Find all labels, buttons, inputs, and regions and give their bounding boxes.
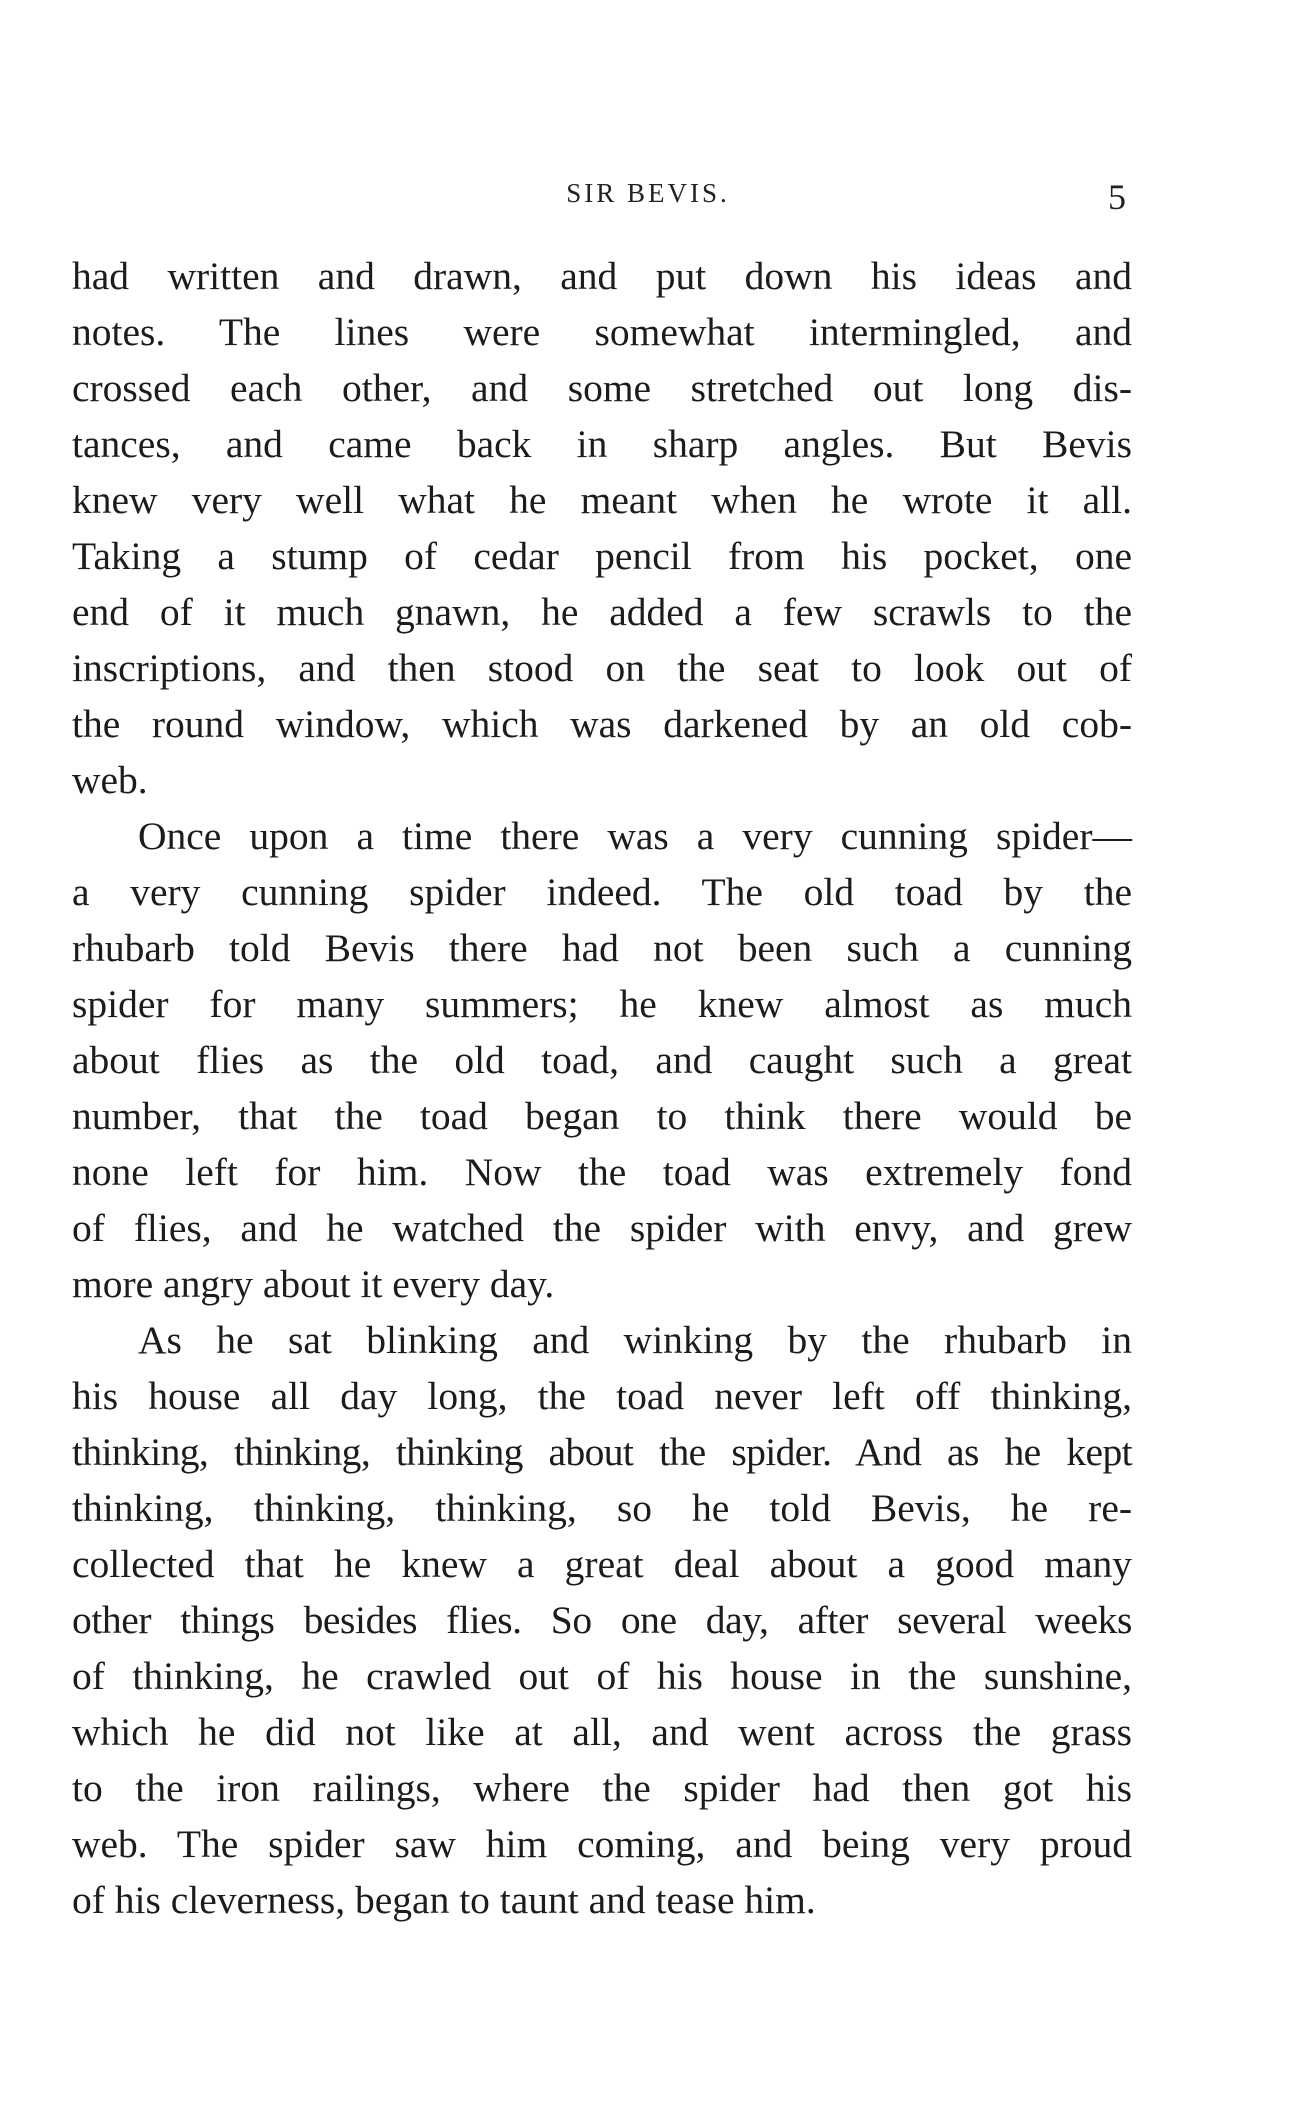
text-line: rhubarb told Bevis there had not been such a cunning [72,926,1132,970]
paragraph-3 [72,1312,1132,1928]
text-line: end of it much gnawn, he added a few scrawls to the [72,590,1132,634]
text-line: about flies as the old toad, and caught such a great [72,1038,1132,1082]
text-line: of thinking, he crawled out of his house in the sunshine, [72,1654,1132,1698]
text-line: other things besides flies. So one day, after several weeks [72,1598,1132,1642]
text-line: his house all day long, the toad never left off thinking, [72,1374,1132,1418]
text-line: Once upon a time there was a very cunning spider— [138,814,1132,858]
text-line: crossed each other, and some stretched out long dis- [72,366,1132,410]
text-line: thinking, thinking, thinking about the spider. And as he kept [72,1430,1132,1474]
text-line: a very cunning spider indeed. The old toad by the [72,870,1132,914]
text-line: thinking, thinking, thinking, so he told Bevis, he re- [72,1486,1132,1530]
text-line: of his cleverness, began to taunt and tease him. [72,1878,816,1922]
text-line: Taking a stump of cedar pencil from his pocket, one [72,534,1132,578]
text-line: which he did not like at all, and went across the grass [72,1710,1132,1754]
text-line: collected that he knew a great deal about a good many [72,1542,1132,1586]
paragraph-2 [72,808,1132,1312]
text-line: none left for him. Now the toad was extremely fond [72,1150,1132,1194]
text-line: to the iron railings, where the spider had then got his [72,1766,1132,1810]
text-line: more angry about it every day. [72,1262,555,1306]
text-line: tances, and came back in sharp angles. But Bevis [72,422,1132,466]
body-text [72,248,1132,1928]
text-line: web. The spider saw him coming, and being very proud [72,1822,1132,1866]
text-line: inscriptions, and then stood on the seat to look out of [72,646,1132,690]
text-line: web. [72,758,148,802]
text-line: the round window, which was darkened by an old cob- [72,702,1132,746]
text-line: knew very well what he meant when he wrote it all. [72,478,1132,522]
text-line: number, that the toad began to think there would be [72,1094,1132,1138]
text-line: As he sat blinking and winking by the rhubarb in [138,1318,1132,1362]
text-line: spider for many summers; he knew almost as much [72,982,1132,1026]
text-line: notes. The lines were somewhat intermingled, and [72,310,1132,354]
page-number: 5 [1108,177,1126,217]
text-line: had written and drawn, and put down his ideas and [72,254,1132,298]
text-line: of flies, and he watched the spider with envy, and grew [72,1206,1132,1250]
running-head: SIR BEVIS. [566,178,730,208]
paragraph-1 [72,248,1132,808]
